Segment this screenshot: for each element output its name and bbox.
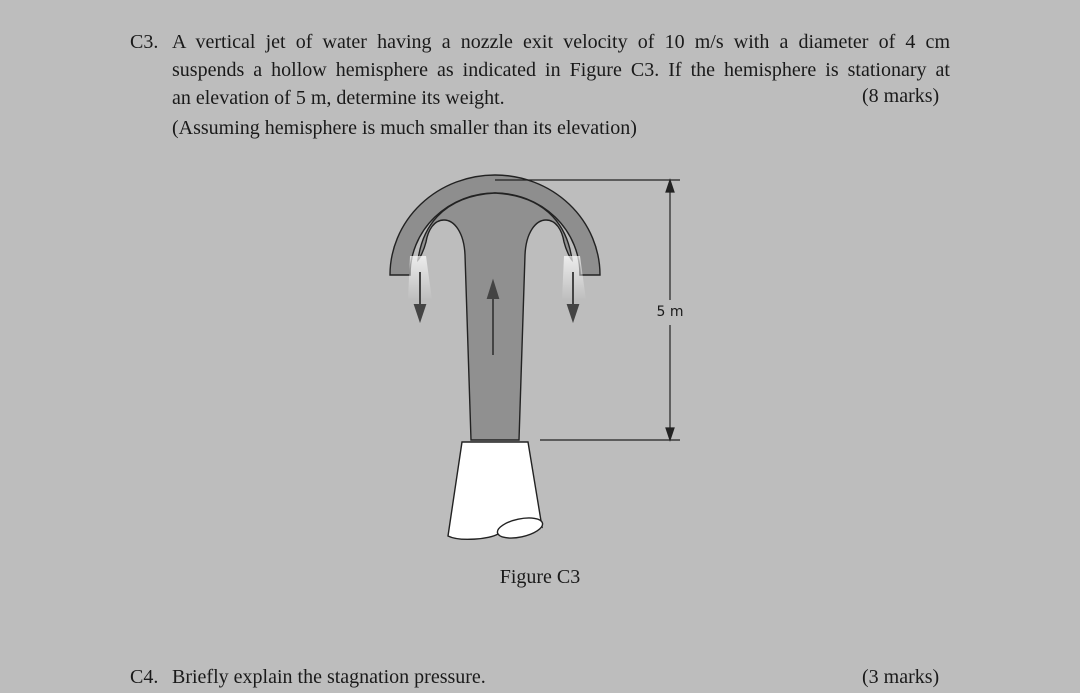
question-note: (Assuming hemisphere is much smaller than its elevation) — [172, 117, 637, 139]
dimension-label: 5 m — [656, 304, 684, 320]
question-text-line: suspends a hollow hemisphere as indicated in Figure C3. If the hemisphere is stationary at — [172, 59, 950, 81]
question-text-line: an elevation of 5 m, determine its weight. — [172, 87, 505, 109]
figure-caption: Figure C3 — [499, 566, 581, 588]
marks-label: (3 marks) — [862, 666, 940, 688]
marks-label: (8 marks) — [862, 85, 940, 107]
question-number: C4. — [130, 666, 159, 688]
figure-diagram — [380, 160, 700, 560]
water-jet — [418, 193, 572, 440]
question-text-line: A vertical jet of water having a nozzle exit velocity of 10 m/s with a diameter of 4 cm — [172, 31, 950, 53]
question-number: C3. — [130, 31, 159, 53]
question-text: Briefly explain the stagnation pressure. — [172, 666, 486, 688]
figure-c3 — [380, 160, 700, 560]
